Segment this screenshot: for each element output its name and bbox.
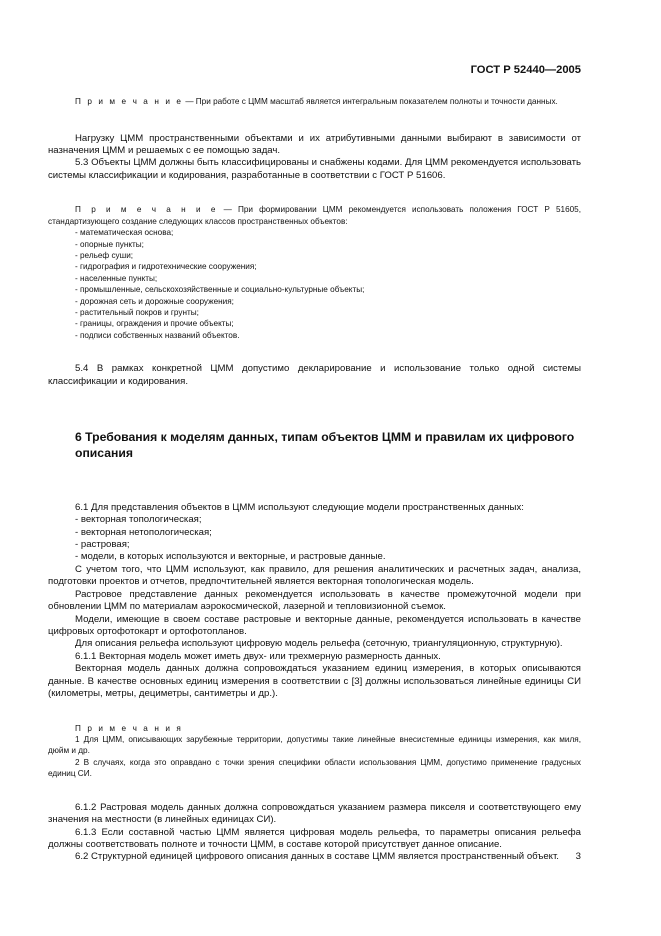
- note-paragraph: [48, 723, 581, 734]
- spacer: [48, 398, 581, 404]
- list-item: - модели, в которых используются и векторные, и растровые данные.: [75, 551, 386, 563]
- body-paragraph: 6.2 Структурной единицей цифрового описания данных в составе ЦММ является пространственный объект.: [75, 851, 559, 863]
- page-number: 3: [575, 851, 581, 862]
- note-paragraph: - рельеф суши;: [75, 251, 134, 261]
- note-paragraph: - населенные пункты;: [75, 273, 158, 283]
- spacer: [48, 192, 581, 195]
- spacer: [48, 117, 581, 123]
- body-paragraph: 5.3 Объекты ЦММ должны быть классифицированы и снабжены кодами. Для ЦММ рекомендуется использовать системы классификации и кодирования, разработанные в соответствии с ГОСТ Р 51606.: [48, 157, 581, 181]
- body-paragraph: 6.1.3 Если составной частью ЦММ является цифровая модель рельефа, то параметры описания рельефа должны соответствовать полноте и точности ЦММ, в составе которой присутствует данное описание.: [48, 826, 581, 850]
- body-paragraph: С учетом того, что ЦММ используют, как правило, для решения аналитических и расчетных задач, анализа, подготовки проектов и отчетов, предпочтительней является векторная топологическая модель.: [48, 563, 581, 588]
- spacer: [48, 486, 581, 492]
- note-paragraph: - границы, ограждения и прочие объекты;: [75, 319, 234, 329]
- list-item: - векторная топологическая;: [75, 514, 202, 526]
- body-paragraph: Модели, имеющие в своем составе растровые и векторные данные, рекомендуется использовать в качестве цифровых ортофотокарт и ортофотопланов.: [48, 613, 581, 637]
- spacer: [48, 789, 581, 792]
- list-item: - векторная нетопологическая;: [75, 526, 212, 538]
- note-label: П р и м е ч а н и я: [75, 723, 183, 733]
- spacer: [48, 351, 581, 354]
- note-label: П р и м е ч а н и е: [75, 205, 218, 215]
- document-code: ГОСТ Р 52440—2005: [470, 64, 581, 76]
- body-paragraph: Растровое представление данных рекомендуется использовать в качестве промежуточной модели при обновлении ЦММ по материалам аэрокосмической, лазерной и тепловизионной съемок.: [48, 588, 581, 613]
- note-paragraph: - подписи собственных названий объектов.: [75, 330, 240, 340]
- body-paragraph: Векторная модель данных должна сопровождаться указанием единиц измерения, в которых описываются данные. В качестве основных единиц измерения в соответствии с [3] должны использоваться линейные единицы СИ (километры, метры, дециметры, сантиметры и др.).: [48, 663, 581, 699]
- note-paragraph: - промышленные, сельскохозяйственные и социально-культурные объекты;: [75, 285, 365, 295]
- page-body: [48, 96, 581, 864]
- note-paragraph: [48, 96, 581, 107]
- list-item: - растровая;: [75, 539, 130, 551]
- note-label: П р и м е ч а н и е: [75, 97, 184, 106]
- note-paragraph: 1 Для ЦММ, описывающих зарубежные территории, допустимы такие линейные внесистемные единицы измерения, как миля, дюйм и др.: [48, 734, 581, 756]
- note-paragraph: - опорные пункты;: [75, 239, 144, 249]
- note-text: — При работе с ЦММ масштаб является интегральным показателем полноты и точности данных.: [183, 97, 558, 106]
- body-paragraph: 5.4 В рамках конкретной ЦММ допустимо декларирование и использование только одной системы классификации и кодирования.: [48, 363, 581, 387]
- note-paragraph: - дорожная сеть и дорожные сооружения;: [75, 296, 234, 306]
- body-paragraph: 6.1 Для представления объектов в ЦММ используют следующие модели пространственных данных:: [75, 501, 524, 513]
- body-paragraph: 6.1.1 Векторная модель может иметь двух- или трехмерную размерность данных.: [75, 650, 441, 662]
- spacer: [48, 710, 581, 713]
- note-text: — При формировании ЦММ рекомендуется использовать положения ГОСТ Р 51605, стандартизующего создание следующих классов пространственных объектов:: [48, 205, 581, 226]
- body-paragraph: Для описания рельефа используют цифровую модель рельефа (сеточную, триангуляционную, структурную).: [75, 638, 563, 650]
- spacer: [48, 471, 581, 477]
- body-paragraph: 6.1.2 Растровая модель данных должна сопровождаться указанием размера пикселя и соответствующего ему значения на местности (в линейных единицах СИ).: [48, 801, 581, 826]
- body-paragraph: Нагрузку ЦММ пространственными объектами и их атрибутивными данными выбирают в зависимости от назначения ЦММ и решаемых с ее помощью задач.: [48, 132, 581, 156]
- note-paragraph: - математическая основа;: [75, 228, 174, 238]
- spacer: [48, 413, 581, 419]
- note-paragraph: 2 В случаях, когда это оправдано с точки зрения специфики области использования ЦММ, допустимо применение градусных единиц СИ.: [48, 757, 581, 779]
- section-heading: 6 Требования к моделям данных, типам объектов ЦММ и правилам их цифрового описания: [75, 430, 575, 461]
- note-paragraph: - растительный покров и грунты;: [75, 308, 199, 318]
- note-paragraph: - гидрография и гидротехнические сооружения;: [75, 262, 257, 272]
- note-paragraph: [48, 204, 581, 227]
